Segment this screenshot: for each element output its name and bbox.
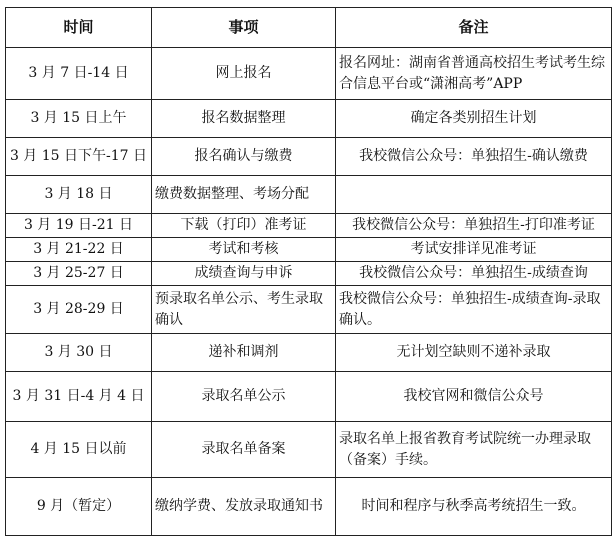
item-cell: 考试和考核 <box>152 238 336 262</box>
note-cell: 我校微信公众号：单独招生-确认缴费 <box>336 138 612 176</box>
table-row <box>6 334 612 372</box>
table-row <box>6 372 612 422</box>
time-cell: 3 月 15 日下午-17 日 <box>6 138 152 176</box>
table-row <box>6 238 612 262</box>
note-cell <box>336 176 612 214</box>
note-cell: 确定各类别招生计划 <box>336 100 612 138</box>
item-cell: 录取名单备案 <box>152 422 336 478</box>
time-cell: 3 月 7 日-14 日 <box>6 48 152 100</box>
item-cell: 报名确认与缴费 <box>152 138 336 176</box>
note-cell: 考试安排详见准考证 <box>336 238 612 262</box>
time-cell: 3 月 18 日 <box>6 176 152 214</box>
item-cell: 成绩查询与申诉 <box>152 262 336 286</box>
note-cell: 我校官网和微信公众号 <box>336 372 612 422</box>
table-row <box>6 422 612 478</box>
table-row <box>6 176 612 214</box>
item-cell: 递补和调剂 <box>152 334 336 372</box>
item-cell: 缴费数据整理、考场分配 <box>152 176 336 214</box>
item-cell: 录取名单公示 <box>152 372 336 422</box>
time-cell: 3 月 25-27 日 <box>6 262 152 286</box>
time-cell: 3 月 19 日-21 日 <box>6 214 152 238</box>
header-item: 事项 <box>152 8 336 48</box>
item-cell: 网上报名 <box>152 48 336 100</box>
note-cell: 我校微信公众号：单独招生-成绩查询 <box>336 262 612 286</box>
note-cell: 录取名单上报省教育考试院统一办理录取（备案）手续。 <box>336 422 612 478</box>
time-cell: 3 月 30 日 <box>6 334 152 372</box>
table-row <box>6 262 612 286</box>
item-cell: 缴纳学费、发放录取通知书 <box>152 478 336 536</box>
time-cell: 3 月 21-22 日 <box>6 238 152 262</box>
time-cell: 3 月 28-29 日 <box>6 286 152 334</box>
header-time: 时间 <box>6 8 152 48</box>
table-row <box>6 214 612 238</box>
note-cell: 报名网址：湖南省普通高校招生考试考生综合信息平台或“潇湘高考”APP <box>336 48 612 100</box>
time-cell: 3 月 15 日上午 <box>6 100 152 138</box>
item-cell: 预录取名单公示、考生录取确认 <box>152 286 336 334</box>
header-row <box>6 8 612 48</box>
note-cell: 时间和程序与秋季高考统招生一致。 <box>336 478 612 536</box>
item-cell: 下载（打印）准考证 <box>152 214 336 238</box>
table-row <box>6 286 612 334</box>
table-row <box>6 100 612 138</box>
table-row <box>6 138 612 176</box>
time-cell: 3 月 31 日-4 月 4 日 <box>6 372 152 422</box>
table-row <box>6 478 612 536</box>
header-note: 备注 <box>336 8 612 48</box>
table-row <box>6 48 612 100</box>
time-cell: 9 月（暂定） <box>6 478 152 536</box>
time-cell: 4 月 15 日以前 <box>6 422 152 478</box>
item-cell: 报名数据整理 <box>152 100 336 138</box>
note-cell: 我校微信公众号：单独招生-成绩查询-录取确认。 <box>336 286 612 334</box>
schedule-table <box>5 7 612 536</box>
note-cell: 我校微信公众号：单独招生-打印准考证 <box>336 214 612 238</box>
note-cell: 无计划空缺则不递补录取 <box>336 334 612 372</box>
